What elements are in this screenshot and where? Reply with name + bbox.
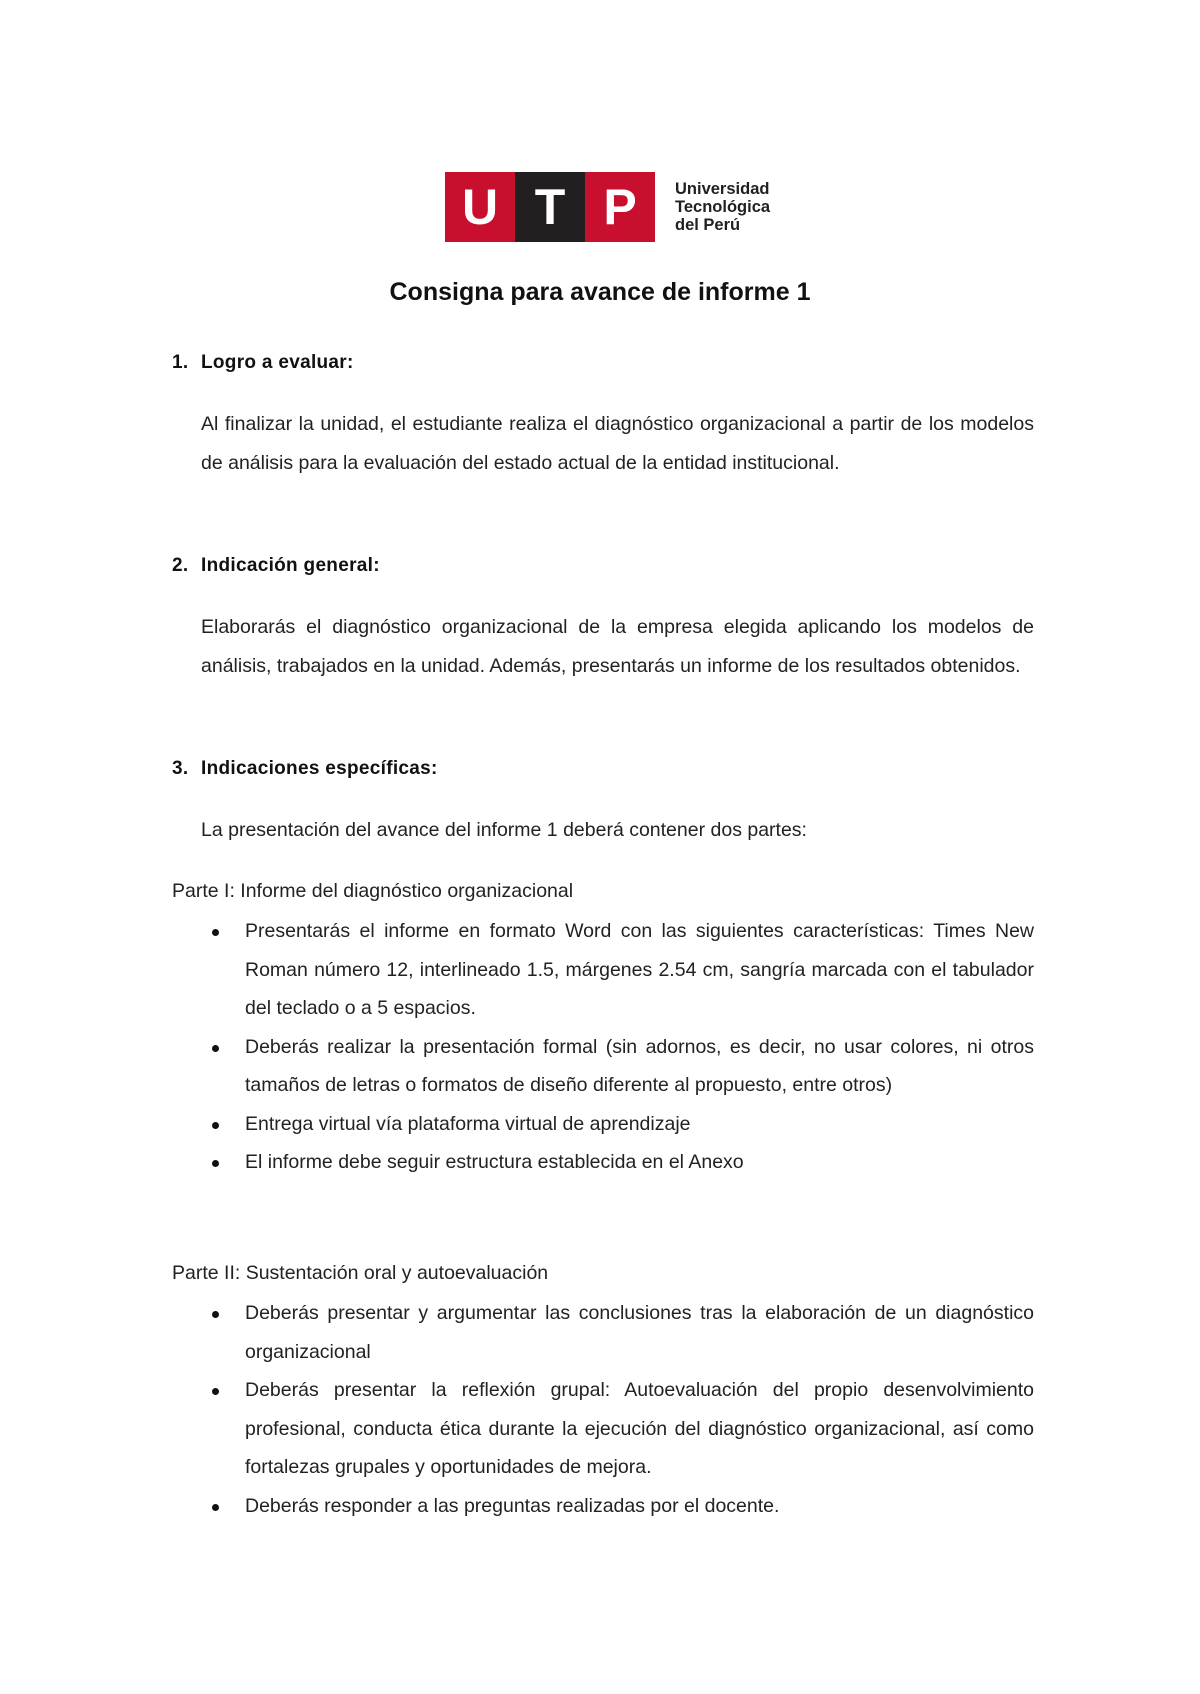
list-item-text: El informe debe seguir estructura establecida en el Anexo (245, 1151, 744, 1173)
logo-letter-u: U (445, 172, 515, 242)
section-heading (172, 555, 380, 577)
logo-text-line: Universidad (675, 180, 770, 198)
list-item (209, 1371, 1034, 1487)
document-title: Consigna para avance de informe 1 (389, 278, 811, 306)
logo-letter-p: P (585, 172, 655, 242)
bullet-icon (212, 1388, 219, 1395)
utp-logo (445, 172, 770, 242)
list-item (209, 1487, 1034, 1526)
section-heading-text: Indicación general: (201, 555, 380, 576)
list-item-text: Presentarás el informe en formato Word con las siguientes características: Times New Roman número 12, interlineado 1.5, márgenes 2.54 cm, sangría marcada con el tabulador del teclado o a 5 espacios. (245, 920, 1034, 1019)
list-item (209, 1028, 1034, 1105)
list-item-text: Entrega virtual vía plataforma virtual de aprendizaje (245, 1112, 691, 1135)
part-title: Parte I: Informe del diagnóstico organizacional (172, 880, 574, 902)
bullet-icon (212, 1160, 219, 1167)
section-body: La presentación del avance del informe 1 deberá contener dos partes: (201, 819, 807, 841)
logo-text-line: del Perú (675, 216, 741, 234)
section-number: 2. (172, 555, 189, 576)
logo-text (675, 180, 770, 234)
section-heading (172, 758, 438, 780)
list-item (209, 912, 1034, 1028)
bullet-icon (212, 1311, 219, 1318)
part-list (209, 912, 1034, 1182)
list-item-text: Deberás responder a las preguntas realizadas por el docente. (245, 1494, 780, 1517)
part-title: Parte II: Sustentación oral y autoevaluación (172, 1262, 549, 1284)
section-number: 1. (172, 352, 189, 373)
section-heading-text: Indicaciones específicas: (201, 758, 438, 779)
list-item (209, 1105, 1034, 1144)
section-heading (172, 352, 354, 374)
list-item (209, 1294, 1034, 1371)
list-item-text: Deberás presentar y argumentar las conclusiones tras la elaboración de un diagnóstico organizacional (245, 1302, 1034, 1363)
logo-letter-t: T (515, 172, 585, 242)
list-item-text: Deberás presentar la reflexión grupal: Autoevaluación del propio desenvolvimiento profesional, conducta ética durante la ejecución del diagnóstico organizacional, así como fortalezas grupales y oportunidades de mejora. (245, 1379, 1034, 1478)
section-body: Al finalizar la unidad, el estudiante realiza el diagnóstico organizacional a partir de los modelos de análisis para la evaluación del estado actual de la entidad institucional. (201, 413, 1034, 474)
part-list (209, 1294, 1034, 1525)
bullet-icon (212, 1122, 219, 1129)
bullet-icon (212, 1045, 219, 1052)
bullet-icon (212, 929, 219, 936)
list-item (209, 1143, 1034, 1182)
bullet-icon (212, 1504, 219, 1511)
logo-text-line: Tecnológica (675, 198, 771, 216)
section-heading-text: Logro a evaluar: (201, 352, 354, 373)
section-body: Elaborarás el diagnóstico organizacional de la empresa elegida aplicando los modelos de análisis, trabajados en la unidad. Además, presentarás un informe de los resultados obtenidos. (201, 616, 1034, 677)
section-number: 3. (172, 758, 189, 779)
list-item-text: Deberás realizar la presentación formal (sin adornos, es decir, no usar colores, ni otros tamaños de letras o formatos de diseño diferente al propuesto, entre otros) (245, 1035, 1034, 1096)
